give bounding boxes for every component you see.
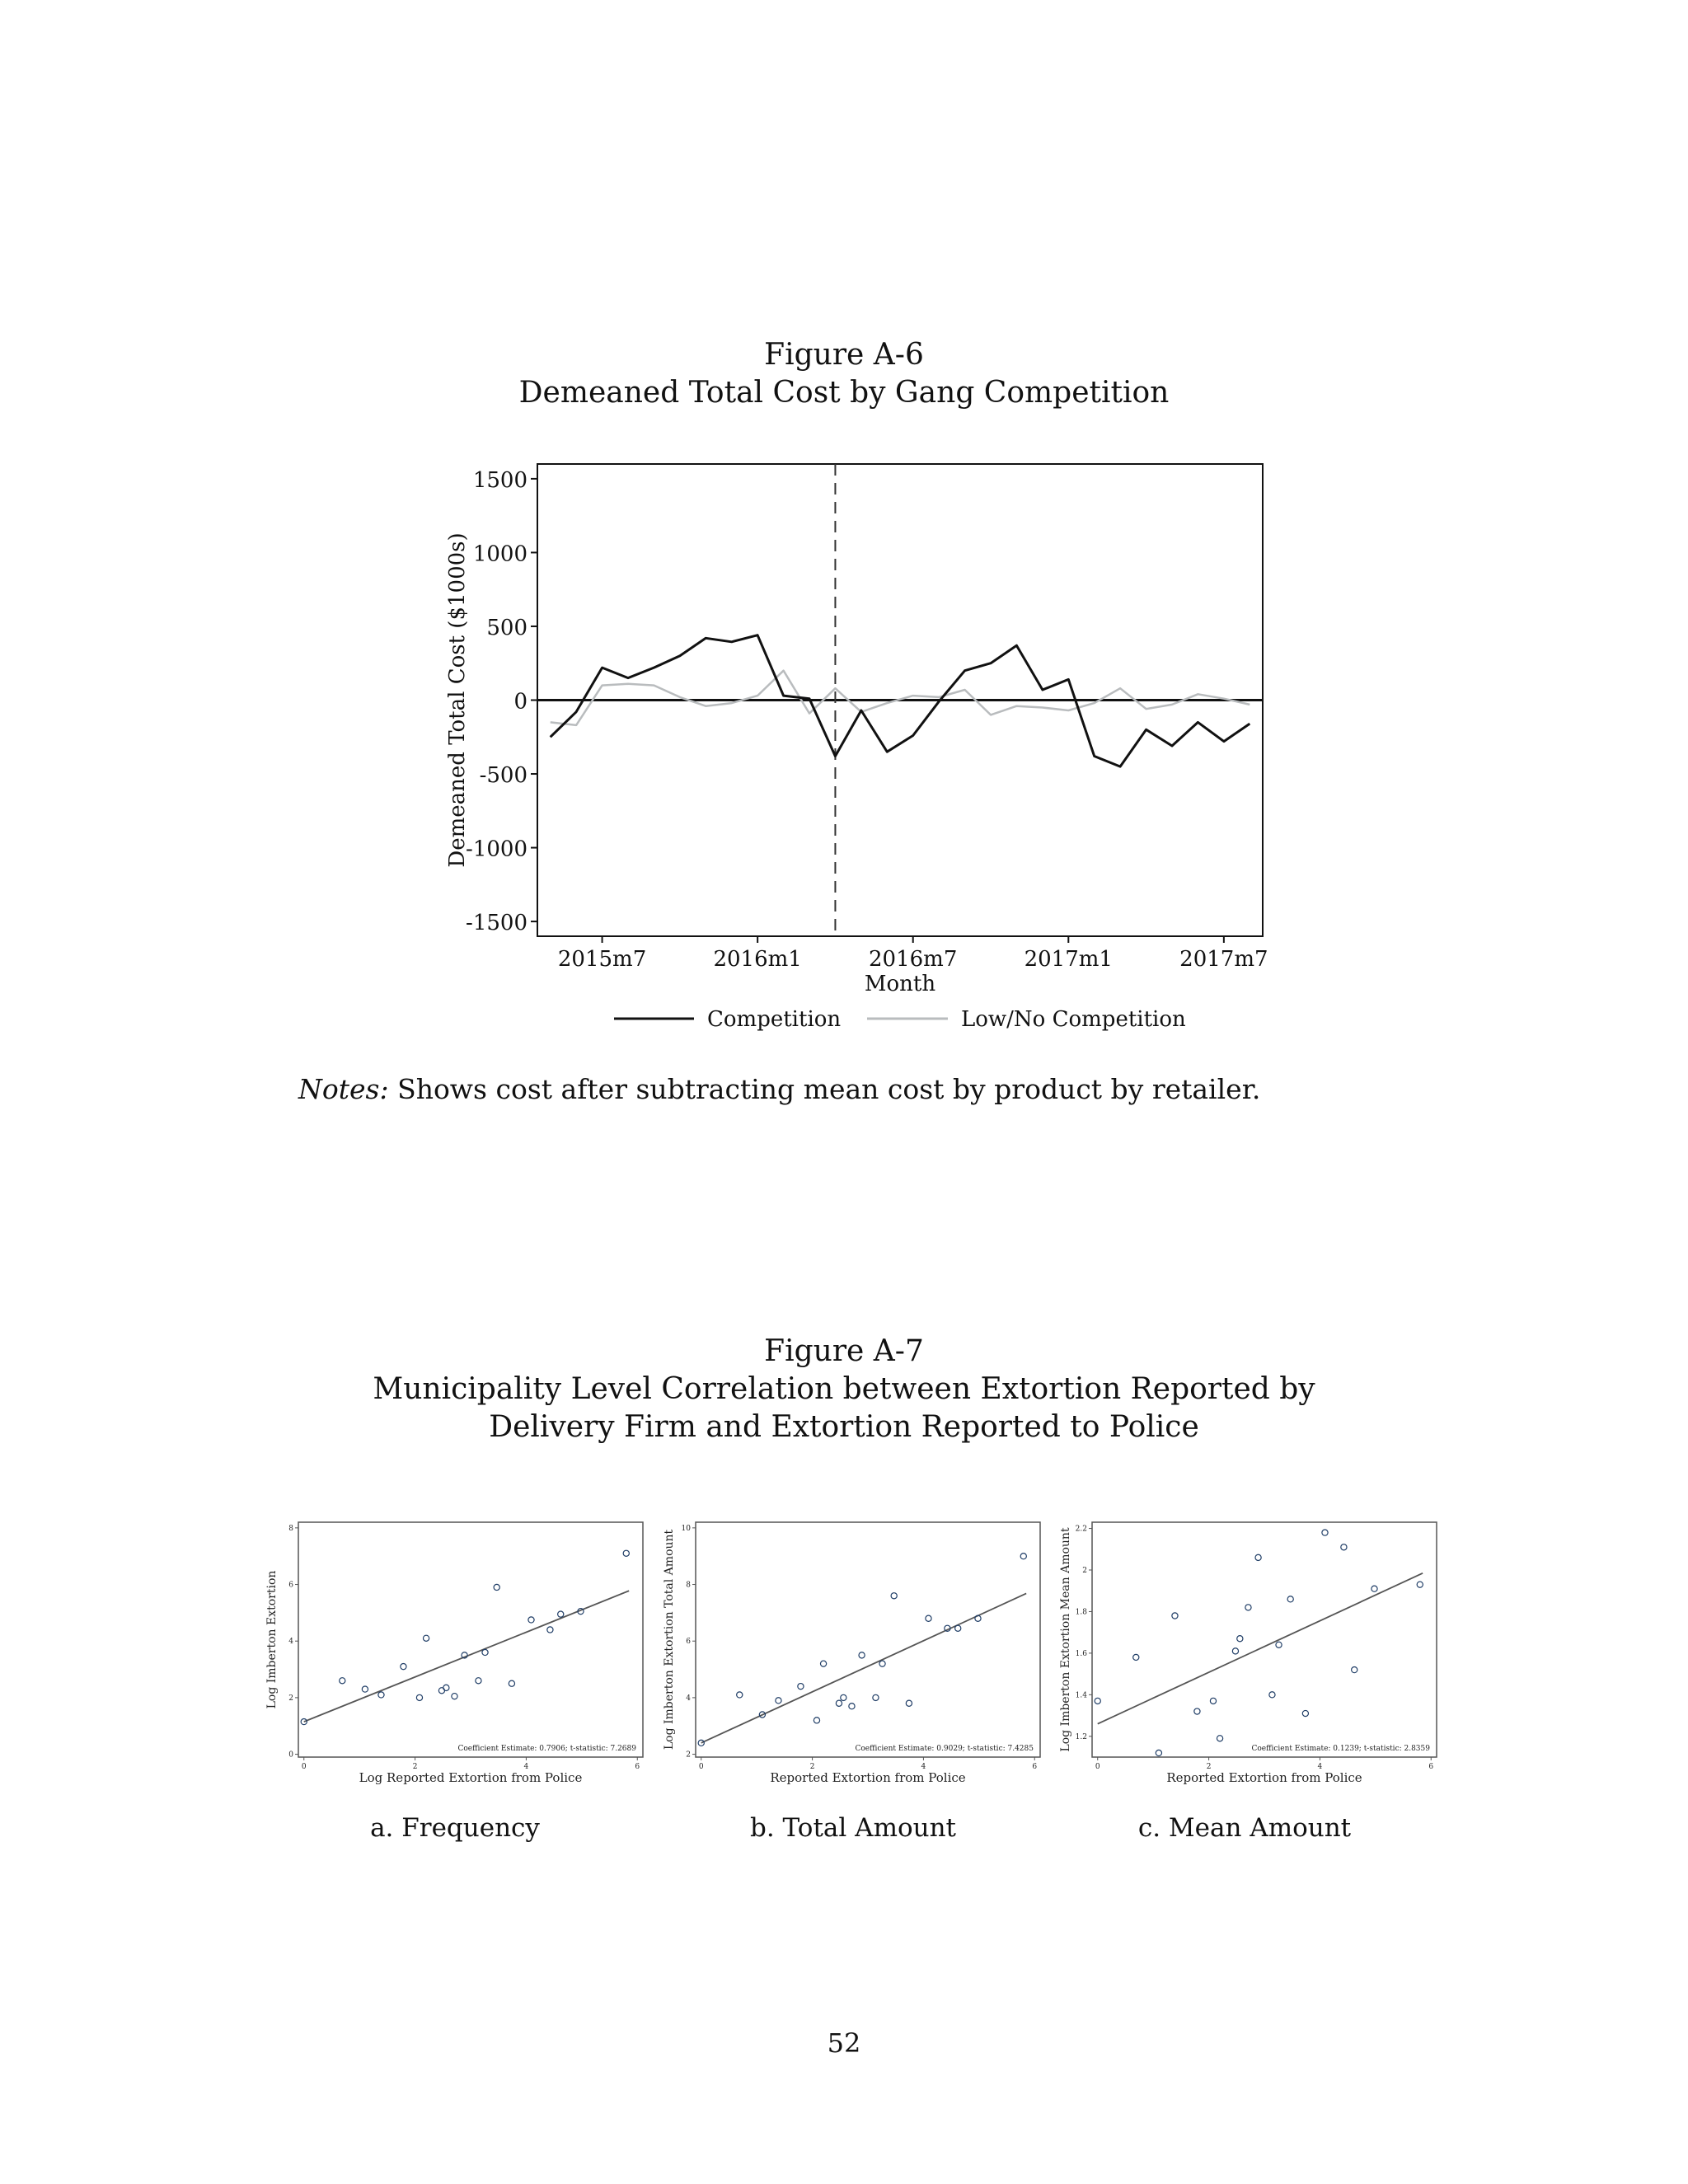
x-tick-label: 2015m7 (557, 947, 647, 972)
panel-b-x-tick-label: 2 (809, 1763, 815, 1771)
panel-a-data-point (443, 1685, 449, 1690)
panel-b-data-point (873, 1694, 879, 1700)
panel-a-y-axis-label: Log Imberton Extortion (265, 1570, 279, 1709)
panel-a-data-point (509, 1680, 514, 1686)
panel-b-y-tick-label: 10 (681, 1524, 691, 1533)
panel-b-data-point (841, 1694, 846, 1700)
y-tick-label: 500 (486, 615, 528, 640)
panel-c-y-tick-label: 1.4 (1075, 1691, 1087, 1700)
panel-b-data-point (820, 1661, 826, 1666)
panel-c-data-point (1417, 1582, 1423, 1587)
panel-a-data-point (482, 1649, 488, 1655)
panel-a-y-tick-label: 8 (288, 1524, 293, 1533)
panel-b-data-point (836, 1700, 842, 1706)
x-tick-label: 2017m1 (1024, 947, 1113, 972)
figure-a6-title: Demeaned Total Cost by Gang Competition (518, 376, 1170, 410)
panel-a-x-tick-label: 6 (635, 1763, 640, 1771)
y-tick-label: -500 (479, 763, 528, 789)
y-tick-label: 0 (513, 689, 528, 715)
panel-c-data-point (1232, 1648, 1238, 1654)
panel-b-y-tick-label: 6 (686, 1638, 691, 1647)
figure-a6-notes (298, 1073, 1260, 1106)
panel-b-data-point (698, 1740, 704, 1746)
panel-b-data-point (1020, 1554, 1026, 1559)
y-tick-label: -1500 (466, 911, 528, 936)
panel-b-data-point (906, 1700, 912, 1706)
figure-a7-label: Figure A-7 (764, 1334, 924, 1368)
panel-c-data-point (1341, 1544, 1347, 1550)
panel-b-y-tick-label: 2 (686, 1750, 691, 1760)
panel-a-data-point (362, 1686, 368, 1692)
panel-a-y-tick-label: 2 (288, 1694, 293, 1703)
panel-b-y-tick-label: 4 (686, 1694, 691, 1703)
panel-b-data-point (891, 1593, 897, 1599)
panel-c-data-point (1237, 1636, 1243, 1642)
low-no-competition-series-line (551, 671, 1250, 725)
panel-c-data-point (1133, 1654, 1139, 1660)
panel-b-data-point (737, 1692, 743, 1698)
panel-a-data-point (547, 1627, 553, 1633)
panel-a-scatter-chart (264, 1516, 651, 1797)
y-tick-label: 1500 (472, 467, 528, 493)
panel-b-data-point (849, 1704, 855, 1709)
panel-a-data-point (401, 1664, 406, 1670)
panel-a-data-point (623, 1550, 629, 1556)
panel-c-coefficient-annotation: Coefficient Estimate: 0.1239; t-statistic: 2.8359 (1251, 1745, 1430, 1753)
panel-c-data-point (1276, 1642, 1282, 1647)
figure-a6-label: Figure A-6 (764, 338, 924, 372)
panel-b-data-point (814, 1718, 819, 1723)
panel-c-y-tick-label: 2 (1082, 1567, 1087, 1576)
panel-c-data-point (1245, 1605, 1251, 1610)
panel-a-data-point (558, 1611, 564, 1617)
panel-c-data-point (1269, 1692, 1275, 1698)
panel-b-data-point (955, 1625, 961, 1631)
y-axis-label: Demeaned Total Cost ($1000s) (445, 532, 470, 868)
panel-b-x-tick-label: 4 (921, 1763, 926, 1771)
legend-competition-label: Competition (707, 1007, 842, 1032)
panel-a-caption: a. Frequency (370, 1813, 540, 1843)
panel-c-data-point (1302, 1710, 1308, 1716)
x-tick-label: 2016m7 (869, 947, 958, 972)
panel-a-y-tick-label: 4 (288, 1638, 293, 1647)
panel-a-y-tick-label: 0 (288, 1750, 293, 1760)
panel-b-data-point (776, 1698, 781, 1704)
panel-c-x-axis-label: Reported Extortion from Police (1166, 1770, 1362, 1785)
panel-a-data-point (378, 1692, 384, 1698)
panel-b-caption: b. Total Amount (749, 1813, 957, 1843)
panel-c-data-point (1095, 1698, 1100, 1704)
y-tick-label: 1000 (472, 541, 528, 567)
panel-a-data-point (494, 1584, 499, 1590)
panel-c-y-tick-label: 2.2 (1075, 1525, 1087, 1534)
panel-a-x-tick-label: 2 (412, 1763, 418, 1771)
panel-c-y-tick-label: 1.2 (1075, 1732, 1087, 1741)
panel-c-data-point (1210, 1698, 1216, 1704)
panel-a-y-tick-label: 6 (288, 1581, 293, 1590)
notes-lead: Notes: (298, 1073, 389, 1105)
panel-c-x-tick-label: 4 (1317, 1763, 1323, 1771)
panel-c-data-point (1287, 1596, 1293, 1602)
panel-b-x-tick-label: 0 (698, 1763, 704, 1771)
panel-a-data-point (340, 1678, 345, 1684)
panel-a-plot-frame (298, 1522, 643, 1757)
page-number: 52 (827, 2027, 861, 2059)
panel-c-data-point (1352, 1666, 1357, 1672)
panel-b-scatter-chart (661, 1516, 1048, 1797)
panel-a-x-axis-label: Log Reported Extortion from Police (359, 1770, 583, 1785)
panel-b-data-point (879, 1661, 885, 1666)
panel-b-coefficient-annotation: Coefficient Estimate: 0.9029; t-statistic: 7.4285 (855, 1745, 1034, 1753)
panel-c-y-tick-label: 1.6 (1075, 1649, 1087, 1658)
panel-b-y-tick-label: 8 (686, 1581, 691, 1590)
panel-a-x-tick-label: 0 (301, 1763, 307, 1771)
panel-a-data-point (528, 1617, 534, 1623)
panel-c-fit-line (1098, 1573, 1423, 1724)
panel-b-data-point (859, 1652, 865, 1658)
panel-a-x-tick-label: 4 (523, 1763, 529, 1771)
panel-b-x-axis-label: Reported Extortion from Police (770, 1770, 966, 1785)
panel-b-data-point (798, 1684, 804, 1690)
panel-a-data-point (416, 1694, 422, 1700)
panel-c-data-point (1156, 1750, 1161, 1755)
panel-c-x-tick-label: 6 (1428, 1763, 1434, 1771)
panel-c-data-point (1372, 1586, 1377, 1591)
panel-c-x-tick-label: 0 (1095, 1763, 1100, 1771)
figure-a7-title-line-1: Municipality Level Correlation between Extortion Reported by (373, 1372, 1315, 1406)
figure-a6-line-chart (0, 0, 1688, 1071)
panel-c-data-point (1322, 1530, 1328, 1535)
panel-c-x-tick-label: 2 (1206, 1763, 1212, 1771)
panel-b-y-axis-label: Log Imberton Extortion Total Amount (663, 1529, 676, 1750)
panel-a-data-point (476, 1678, 481, 1684)
panel-c-scatter-chart (1057, 1516, 1445, 1797)
panel-c-data-point (1217, 1736, 1222, 1741)
panel-c-y-tick-label: 1.8 (1075, 1608, 1087, 1617)
panel-c-data-point (1194, 1708, 1200, 1714)
panel-c-y-axis-label: Log Imberton Extortion Mean Amount (1059, 1527, 1072, 1752)
figure-a7-title-block (0, 1333, 1688, 1446)
panel-a-data-point (452, 1694, 457, 1699)
notes-text: Shows cost after subtracting mean cost by product by retailer. (388, 1073, 1261, 1105)
y-tick-label: -1000 (466, 837, 528, 862)
panel-c-plot-frame (1092, 1522, 1437, 1757)
panel-c-data-point (1255, 1554, 1261, 1560)
x-axis-label: Month (864, 972, 936, 996)
panel-c-caption: c. Mean Amount (1137, 1813, 1352, 1843)
panel-b-data-point (926, 1615, 931, 1621)
x-tick-label: 2017m7 (1179, 947, 1268, 972)
panel-c-data-point (1172, 1613, 1178, 1619)
panel-b-x-tick-label: 6 (1032, 1763, 1038, 1771)
x-tick-label: 2016m1 (713, 947, 802, 972)
panel-a-data-point (423, 1635, 429, 1641)
panel-a-fit-line (304, 1591, 629, 1722)
panel-a-coefficient-annotation: Coefficient Estimate: 0.7906; t-statistic: 7.2689 (457, 1745, 636, 1753)
figure-a7-title-line-2: Delivery Firm and Extortion Reported to Police (489, 1410, 1199, 1444)
legend-low-no-competition-label: Low/No Competition (961, 1007, 1186, 1032)
